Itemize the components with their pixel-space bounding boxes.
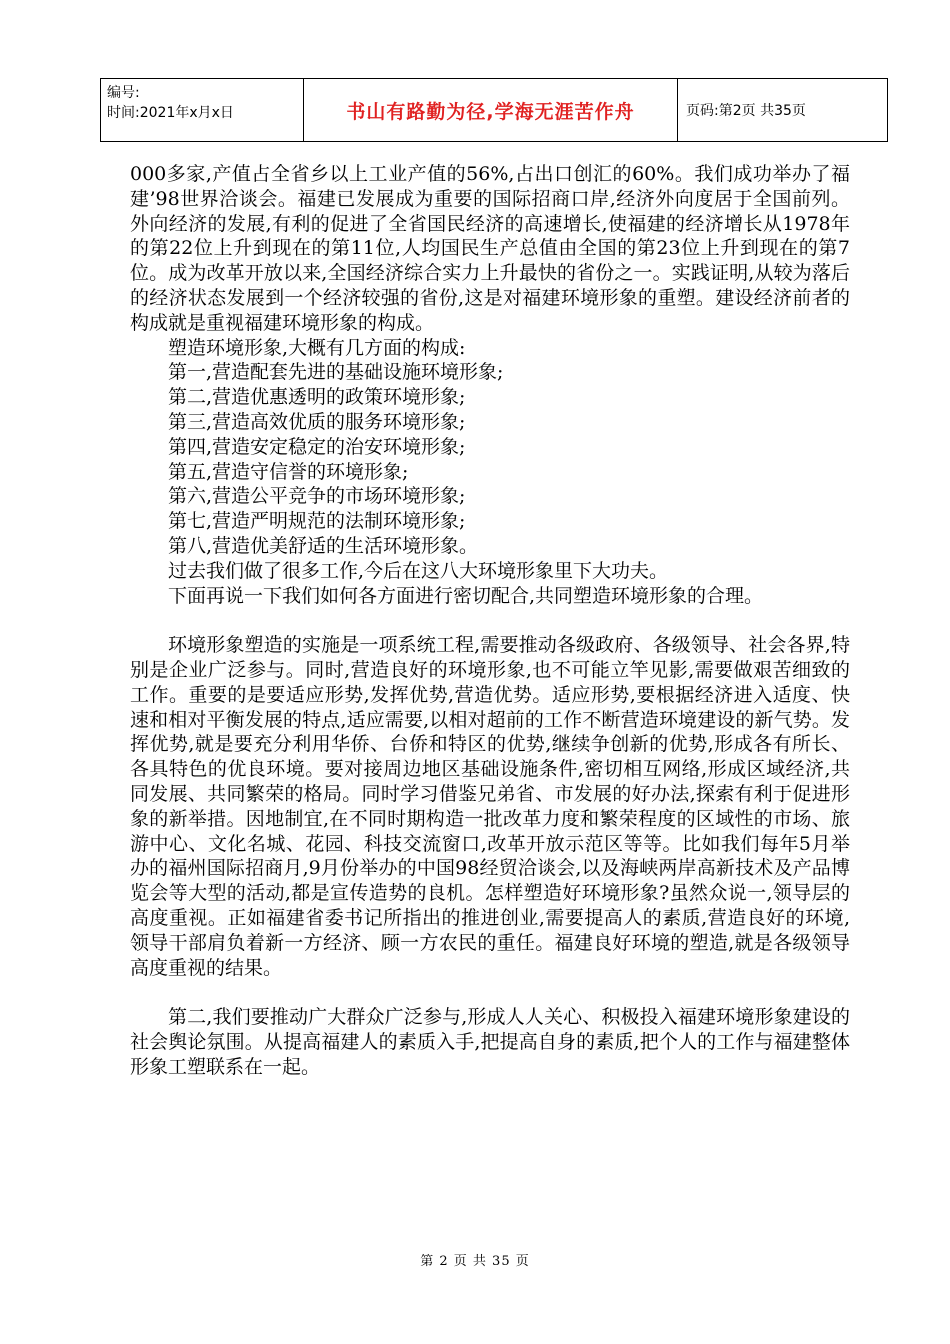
paragraph: 环境形象塑造的实施是一项系统工程,需要推动各级政府、各级领导、社会各界,特别是企业广泛参与。同时,营造良好的环境形象,也不可能立竿见影,需要做艰苦细致的工作。重要的是要适应形势,发挥优势,营造优势。适应形势,要根据经济进入适度、快速和相对平衡发展的特点,适应需要,以相对超前的工作不断营造环境建设的新气势。发挥优势,就是要充分利用华侨、台侨和特区的优势,继续争创新的优势,形成各有所长、各具特色的优良环境。要对接周边地区基础设施条件,密切相互网络,形成区域经济,共同发展、共同繁荣的格局。同时学习借鉴兄弟省、市发展的好办法,探索有利于促进形象的新举措。因地制宜,在不同时期构造一批改革力度和繁荣程度的区域性的市场、旅游中心、文化名城、花园、科技交流窗口,改革开放示范区等等。比如我们每年5月举办的福州国际招商月,9月份举办的中国98经贸洽谈会,以及海峡两岸高新技术及产品博览会等大型的活动,都是宣传造势的良机。怎样塑造好环境形象?虽然众说一,领导层的高度重视。正如福建省委书记所指出的推进创业,需要提高人的素质,营造良好的环境,领导干部肩负着新一方经济、顾一方农民的重任。福建良好环境的塑造,就是各级领导高度重视的结果。 [130,634,850,979]
list-item: 第三,营造高效优质的服务环境形象; [168,410,466,433]
list-item: 第七,营造严明规范的法制环境形象; [168,510,466,533]
paragraph: 下面再说一下我们如何各方面进行密切配合,共同塑造环境形象的合理。 [168,584,764,607]
document-number-label: 编号: [107,85,140,101]
list-item: 第六,营造公平竞争的市场环境形象; [168,485,466,508]
list-item: 第八,营造优美舒适的生活环境形象。 [168,534,479,557]
paragraph: 000多家,产值占全省乡以上工业产值的56%,占出口创汇的60%。我们成功举办了福建’98世界洽谈会。福建已发展成为重要的国际招商口岸,经济外向度居于全国前列。外向经济的发展,有利的促进了全省国民经济的高速增长,使福建的经济增长从1978年的第22位上升到现在的第11位,人均国民生产总值由全国的第23位上升到现在的第7位。成为改革开放以来,全国经济综合实力上升最快的省份之一。实践证明,从较为落后的经济状态发展到一个经济较强的省份,这是对福建环境形象的重塑。建设经济前者的构成就是重视福建环境形象的构成。 [130,163,850,334]
header-motto: 书山有路勤为径,学海无涯苦作舟 [304,79,678,141]
document-date: 时间:2021年x月x日 [107,105,234,121]
list-item: 第一,营造配套先进的基础设施环境形象; [168,361,504,384]
page-footer: 第 2 页 共 35 页 [420,1254,530,1269]
paragraph: 过去我们做了很多工作,今后在这八大环境形象里下大功夫。 [168,559,669,582]
list-item: 第四,营造安定稳定的治安环境形象; [168,435,466,458]
document-body [130,162,850,1079]
paragraph: 第二,我们要推动广大群众广泛参与,形成人人关心、积极投入福建环境形象建设的社会舆论氛围。从提高福建人的素质入手,把提高自身的素质,把个人的工作与福建整体形象工塑联系在一起。 [130,1006,850,1078]
header-page-info: 页码:第2页 共35页 [686,103,806,119]
list-item: 第五,营造守信誉的环境形象; [168,460,409,483]
list-item: 第二,营造优惠透明的政策环境形象; [168,386,466,409]
page-header [100,78,888,142]
header-meta [101,79,304,141]
paragraph: 塑造环境形象,大概有几方面的构成: [168,336,466,359]
